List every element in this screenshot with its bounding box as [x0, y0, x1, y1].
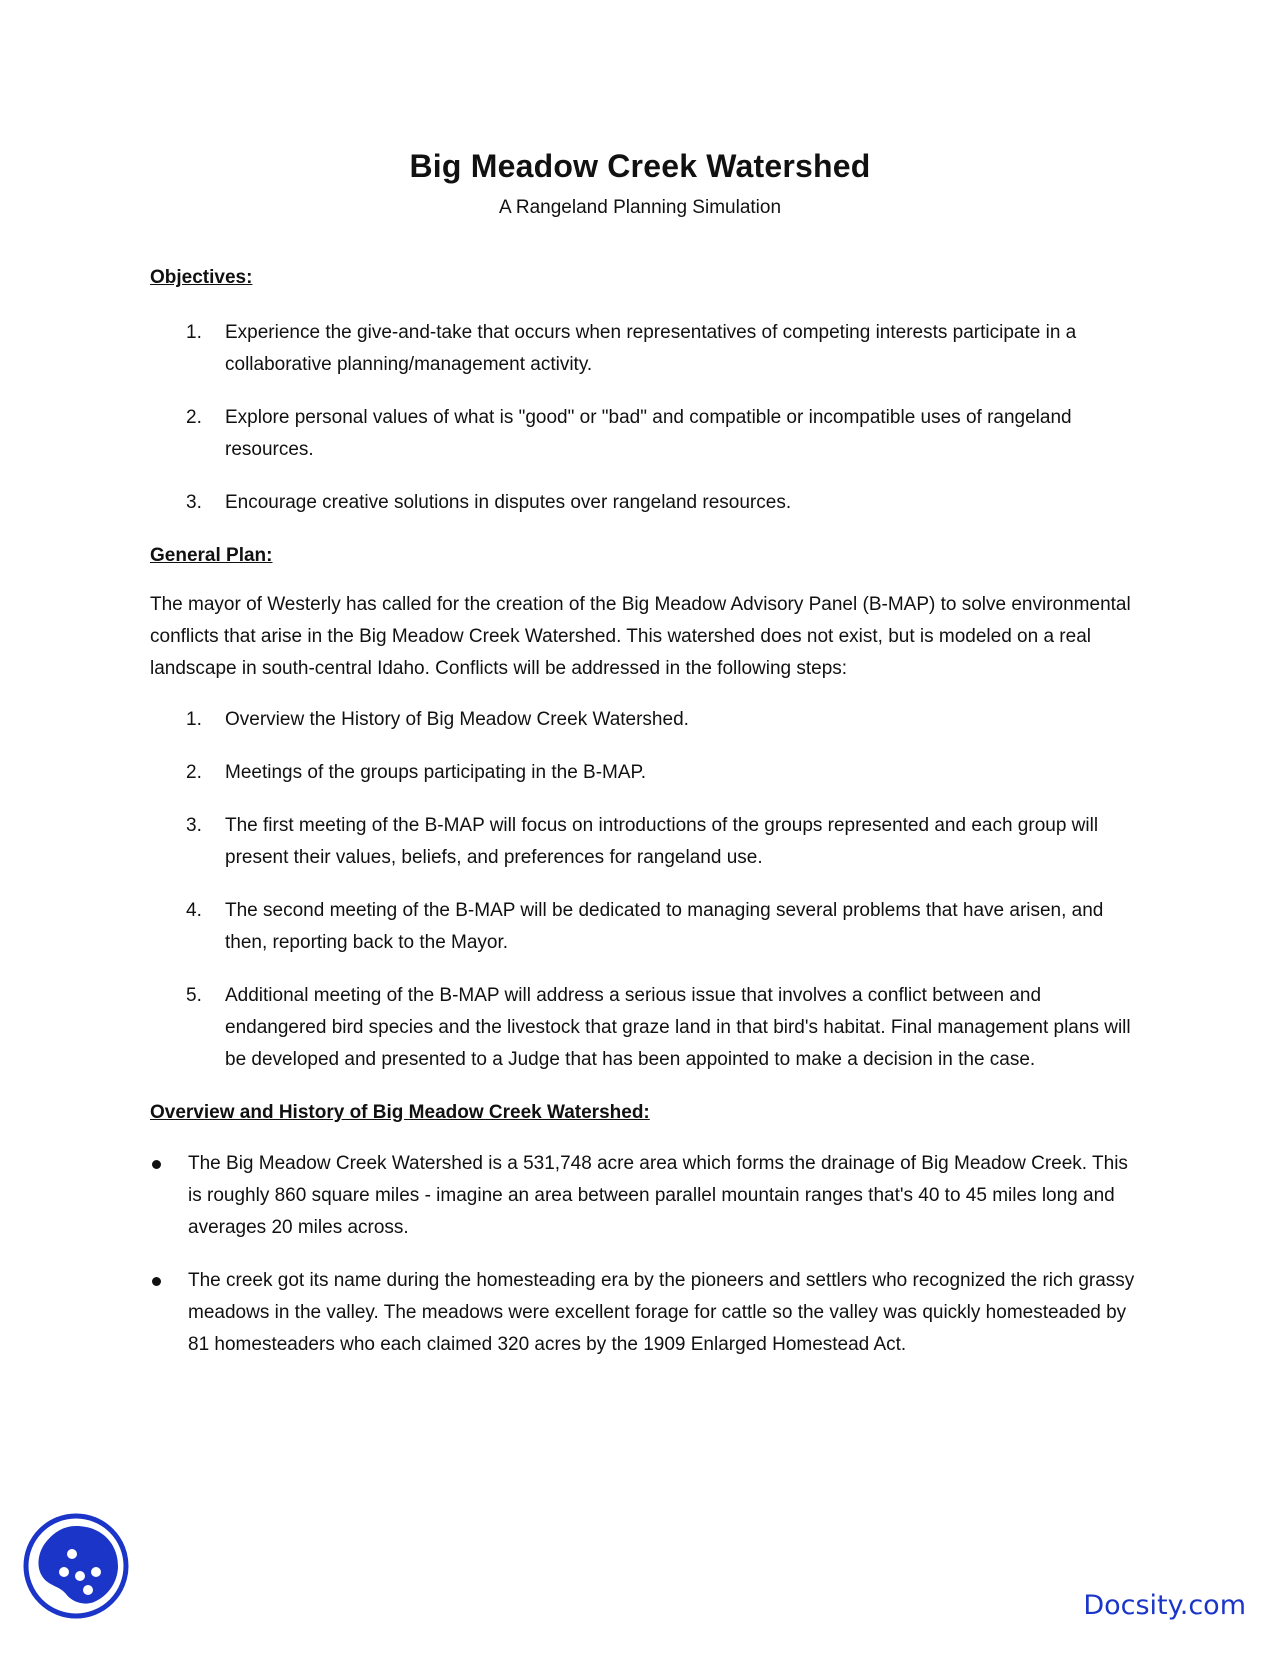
list-item	[150, 704, 1135, 736]
document-subtitle: A Rangeland Planning Simulation	[498, 197, 782, 218]
list-text: The first meeting of the B-MAP will focus on introductions of the groups represented and each group will present their values, beliefs, and preferences for rangeland use.	[225, 815, 1099, 868]
list-text: Experience the give-and-take that occurs when representatives of competing interests participate in a collaborative planning/management activity.	[225, 322, 1077, 375]
list-text: Additional meeting of the B-MAP will address a serious issue that involves a conflict between and endangered bird species and the livestock that graze land in that bird's habitat. Final management plans will be developed and presented to a Judge that has been appointed to make a decision in the case.	[225, 985, 1131, 1070]
list-number: 1.	[186, 322, 202, 343]
list-number: 3.	[186, 492, 202, 513]
list-text: The creek got its name during the homesteading era by the pioneers and settlers who recognized the rich grassy meadows in the valley. The meadows were excellent forage for cattle so the valley was quickly homesteaded by 81 homesteaders who each claimed 320 acres by the 1909 Enlarged Homestead Act.	[188, 1270, 1135, 1355]
document-title: Big Meadow Creek Watershed	[409, 148, 871, 184]
list-number: 2.	[186, 407, 202, 428]
list-item	[150, 1265, 1135, 1361]
list-number: 3.	[186, 815, 202, 836]
list-text: Meetings of the groups participating in the B-MAP.	[225, 762, 647, 783]
list-item	[150, 757, 1135, 789]
list-text: Encourage creative solutions in disputes over rangeland resources.	[225, 492, 792, 513]
list-text: Overview the History of Big Meadow Creek Watershed.	[225, 709, 689, 730]
overview-heading: Overview and History of Big Meadow Creek Watershed:	[150, 1102, 650, 1123]
docsity-watermark[interactable]: Docsity.com	[1083, 1590, 1246, 1621]
general-plan-list	[150, 704, 1135, 1076]
objectives-heading: Objectives:	[150, 267, 253, 288]
list-number: 5.	[186, 985, 202, 1006]
list-item	[150, 895, 1135, 959]
docsity-logo-icon	[22, 1512, 130, 1620]
general-plan-intro: The mayor of Westerly has called for the creation of the Big Meadow Advisory Panel (B-MAP) to solve environmental conflicts that arise in the Big Meadow Creek Watershed. This watershed does not exist, but is modeled on a real landscape in south-central Idaho. Conflicts will be addressed in the following steps:	[150, 594, 1131, 679]
list-item	[150, 402, 1135, 466]
list-text: The Big Meadow Creek Watershed is a 531,748 acre area which forms the drainage of Big Meadow Creek. This is roughly 860 square miles - imagine an area between parallel mountain ranges that's 40 to 45 miles long and averages 20 miles across.	[188, 1153, 1128, 1238]
list-item	[150, 317, 1135, 381]
bullet-icon	[152, 1277, 161, 1286]
general-plan-heading: General Plan:	[150, 545, 273, 566]
list-item	[150, 1148, 1135, 1244]
list-item	[150, 810, 1135, 874]
list-number: 4.	[186, 900, 202, 921]
list-item	[150, 487, 1135, 519]
objectives-list	[150, 317, 1135, 519]
document-body	[150, 262, 1135, 1382]
overview-list	[150, 1148, 1135, 1361]
list-item	[150, 980, 1135, 1076]
bullet-icon	[152, 1160, 161, 1169]
list-number: 1.	[186, 709, 202, 730]
list-text: The second meeting of the B-MAP will be dedicated to managing several problems that have arisen, and then, reporting back to the Mayor.	[225, 900, 1104, 953]
list-number: 2.	[186, 762, 202, 783]
list-text: Explore personal values of what is "good" or "bad" and compatible or incompatible uses of rangeland resources.	[225, 407, 1072, 460]
